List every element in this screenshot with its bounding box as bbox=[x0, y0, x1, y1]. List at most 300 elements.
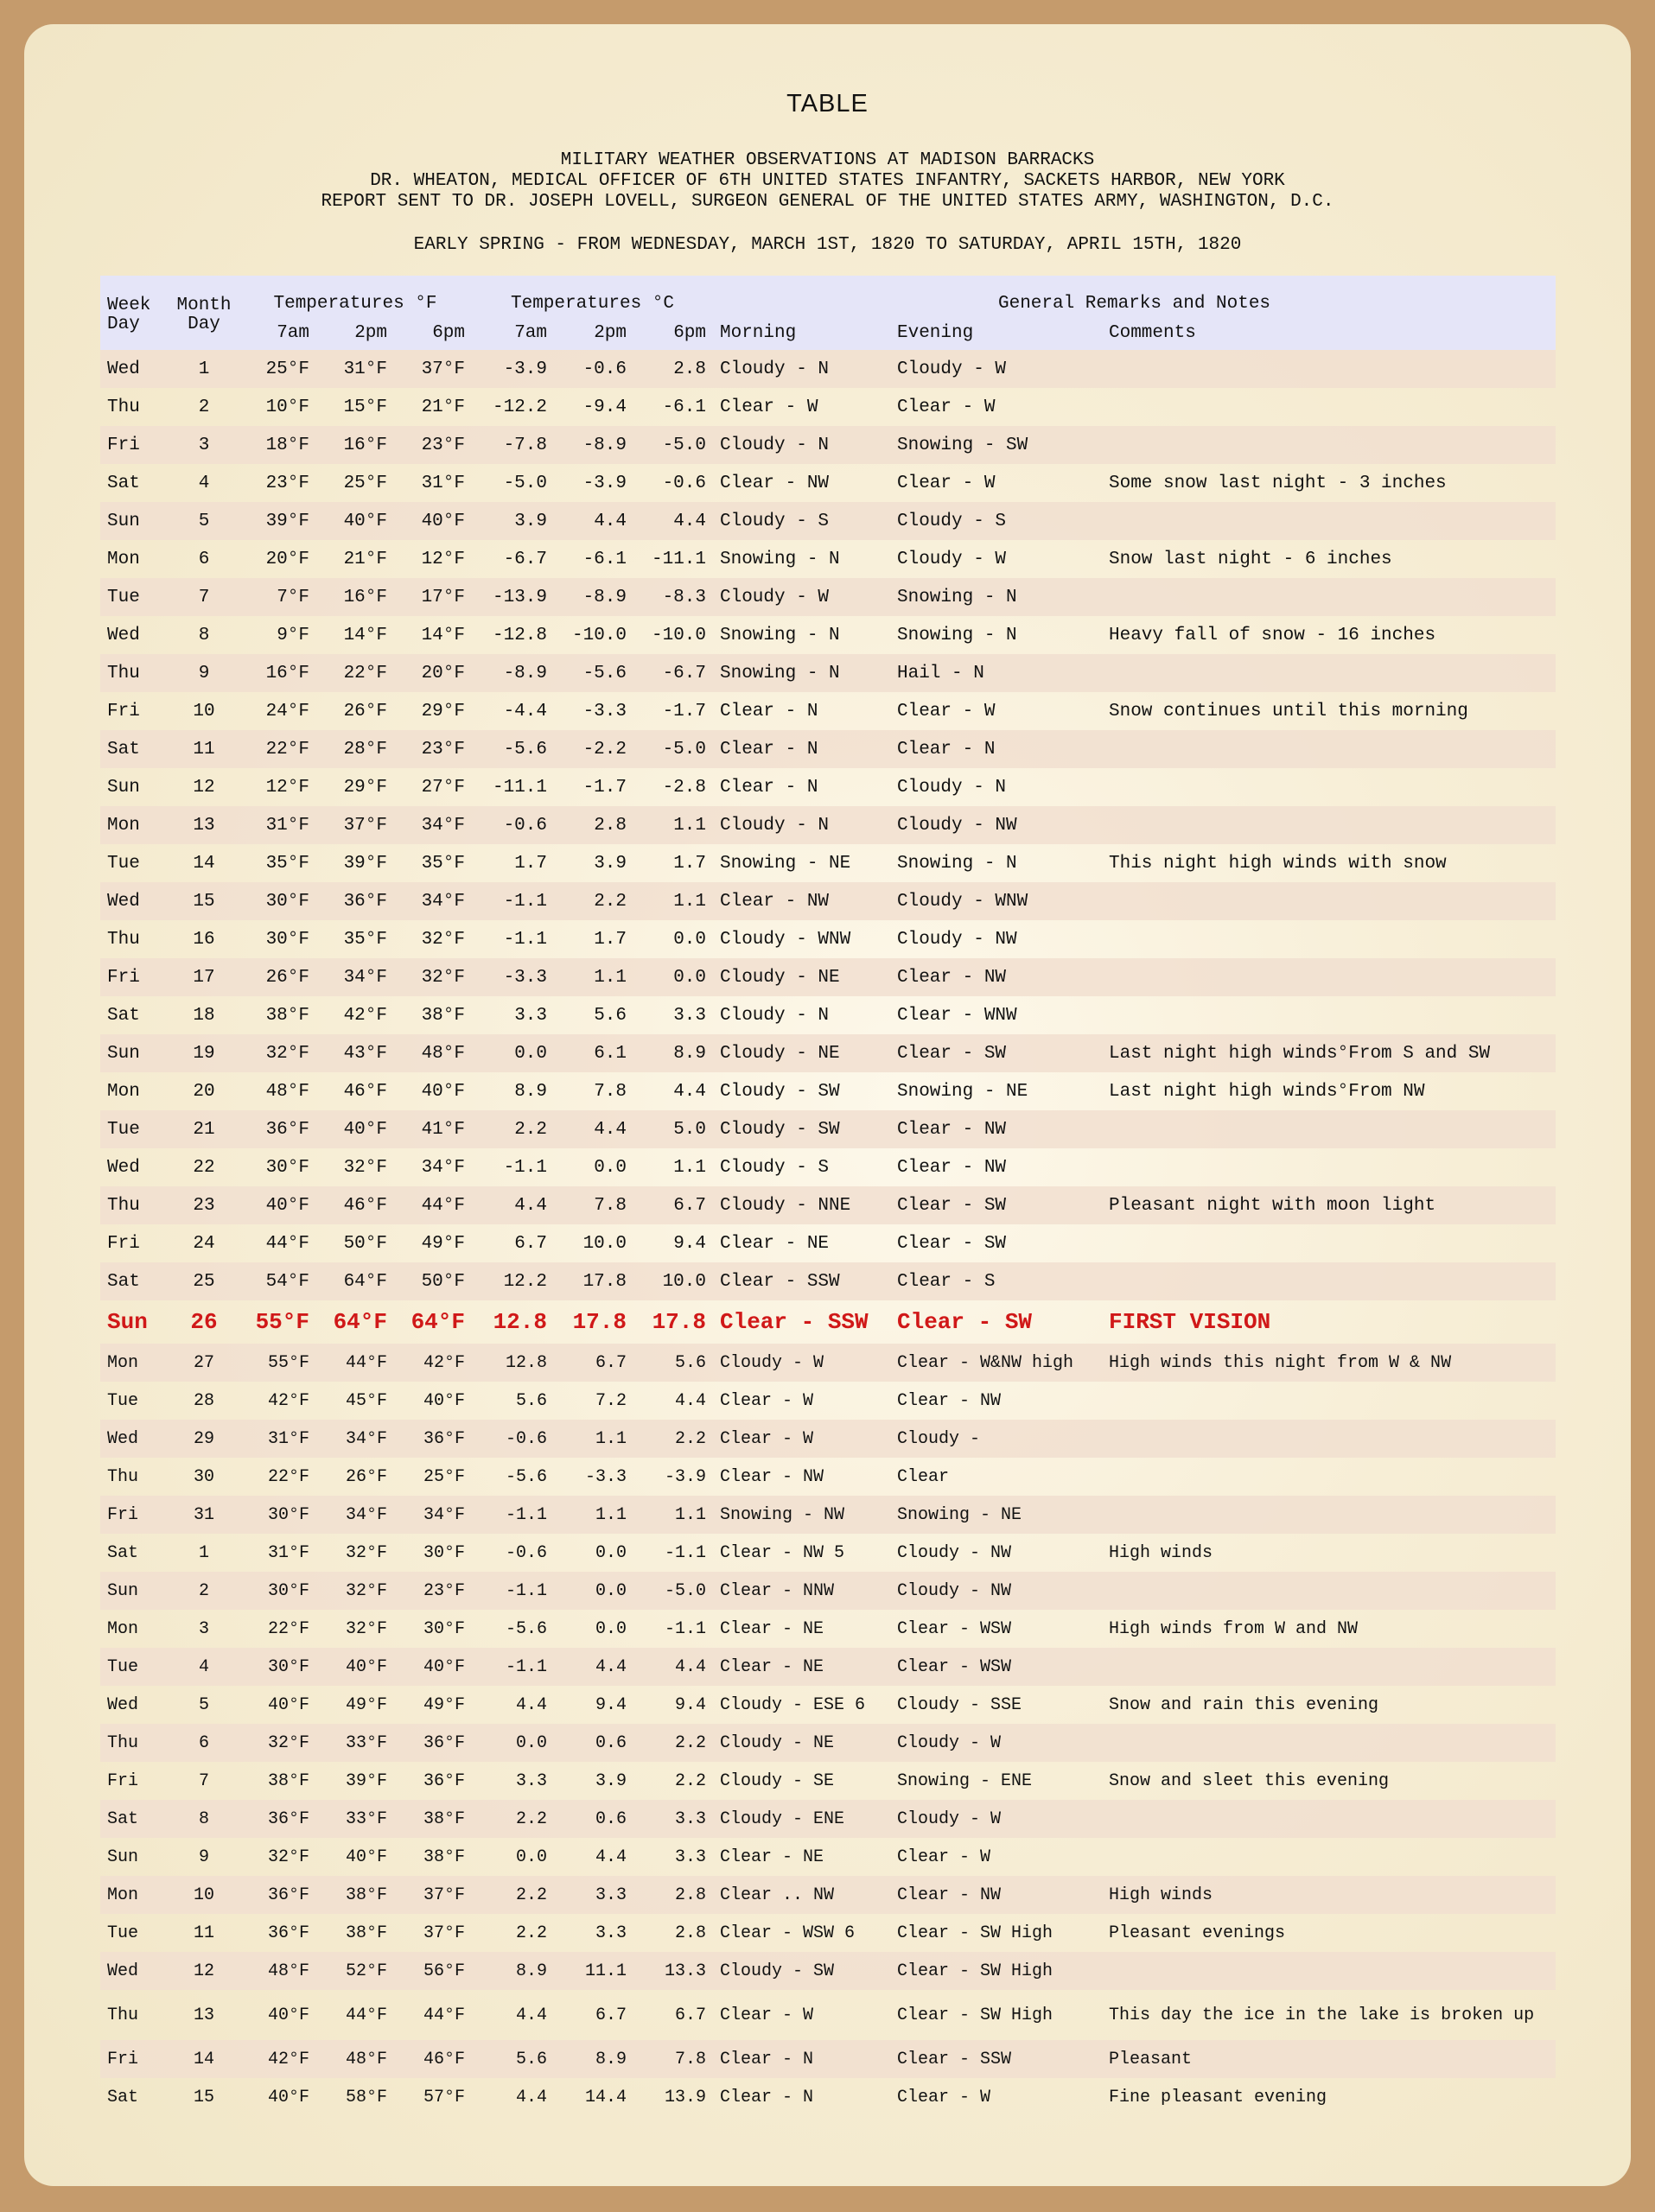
c-2pm-cell: -3.3 bbox=[582, 701, 627, 721]
f-7am-cell: 48°F bbox=[265, 1081, 309, 1102]
c-2pm-cell: 0.0 bbox=[595, 1542, 627, 1563]
evening-cell: Cloudy - W bbox=[897, 1732, 1002, 1753]
c-7am-cell: 3.9 bbox=[514, 511, 547, 531]
f-7am-cell: 32°F bbox=[265, 1043, 309, 1064]
f-2pm-cell: 46°F bbox=[343, 1195, 387, 1216]
f-2pm-cell: 28°F bbox=[343, 739, 387, 760]
morning-cell: Cloudy - WNW bbox=[720, 929, 851, 950]
f-7am-cell: 55°F bbox=[255, 1309, 309, 1335]
c-7am-cell: -11.1 bbox=[492, 777, 547, 798]
week-day-cell: Mon bbox=[107, 1081, 140, 1102]
morning-header: Morning bbox=[720, 322, 797, 343]
f-6pm-cell: 37°F bbox=[423, 1885, 465, 1905]
morning-cell: Cloudy - N bbox=[720, 1005, 830, 1026]
f-7am-cell: 55°F bbox=[267, 1352, 309, 1373]
f-7am-cell: 40°F bbox=[267, 2087, 309, 2107]
month-day-cell: 30 bbox=[193, 1466, 214, 1487]
c-6pm-cell: 2.8 bbox=[673, 359, 706, 379]
c-7am-cell: -6.7 bbox=[503, 549, 547, 569]
c-7am-cell: 2.2 bbox=[514, 1119, 547, 1140]
week-day-cell: Fri bbox=[107, 2049, 139, 2069]
table-row bbox=[100, 958, 1556, 996]
comment-cell bbox=[1102, 1262, 1556, 1300]
month-day-cell: 9 bbox=[198, 1847, 209, 1867]
week-day-cell: Mon bbox=[107, 1352, 139, 1373]
comment-cell bbox=[1102, 1382, 1556, 1420]
month-day-cell: 6 bbox=[198, 1732, 209, 1753]
week-day-cell: Sat bbox=[107, 1808, 139, 1829]
c-7am-cell: 0.0 bbox=[515, 1732, 547, 1753]
c-2pm-cell: -3.9 bbox=[582, 473, 627, 493]
comment-cell: High winds bbox=[1109, 1885, 1213, 1905]
f-2pm-cell: 40°F bbox=[345, 1656, 387, 1677]
table-body bbox=[100, 350, 1556, 2116]
table-row bbox=[100, 996, 1556, 1034]
month-day-cell: 15 bbox=[193, 2087, 214, 2107]
morning-cell: Snowing - N bbox=[720, 549, 840, 569]
month-day-cell: 15 bbox=[193, 891, 215, 912]
f-7am-cell: 40°F bbox=[267, 1694, 309, 1715]
c-2pm-cell: 7.8 bbox=[594, 1195, 627, 1216]
f-6pm-cell: 64°F bbox=[411, 1309, 465, 1335]
month-day-cell: 14 bbox=[193, 853, 215, 874]
f-7am-cell: 54°F bbox=[265, 1271, 309, 1292]
f-2pm-cell: 45°F bbox=[345, 1390, 387, 1411]
comment-cell: Heavy fall of snow - 16 inches bbox=[1109, 625, 1436, 645]
week-day-cell: Thu bbox=[107, 1466, 139, 1487]
morning-cell: Clear - WSW 6 bbox=[720, 1923, 856, 1943]
c-6pm-cell: -0.6 bbox=[662, 473, 706, 493]
evening-cell: Cloudy - W bbox=[897, 549, 1007, 569]
evening-cell: Snowing - NE bbox=[897, 1081, 1028, 1102]
c-6pm-header: 6pm bbox=[673, 322, 706, 343]
week-day-cell: Tue bbox=[107, 853, 140, 874]
f-2pm-cell: 46°F bbox=[343, 1081, 387, 1102]
c-2pm-cell: 0.6 bbox=[595, 1808, 627, 1829]
morning-cell: Cloudy - N bbox=[720, 359, 830, 379]
c-6pm-cell: 10.0 bbox=[662, 1271, 706, 1292]
c-2pm-cell: 17.8 bbox=[572, 1309, 627, 1335]
f-7am-cell: 26°F bbox=[265, 967, 309, 988]
table-row bbox=[100, 578, 1556, 616]
table-row bbox=[100, 2040, 1556, 2078]
morning-cell: Clear - NE bbox=[720, 1847, 824, 1867]
c-6pm-cell: 2.8 bbox=[674, 1923, 706, 1943]
table-row bbox=[100, 350, 1556, 388]
evening-cell: Clear - NW bbox=[897, 1157, 1007, 1178]
week-day-cell: Wed bbox=[107, 359, 140, 379]
week-day-cell: Mon bbox=[107, 815, 140, 836]
evening-cell: Clear - WSW bbox=[897, 1656, 1012, 1677]
f-2pm-cell: 16°F bbox=[343, 435, 387, 455]
f-2pm-cell: 22°F bbox=[343, 663, 387, 683]
week-day-cell: Fri bbox=[107, 701, 140, 721]
f-7am-cell: 39°F bbox=[265, 511, 309, 531]
evening-cell: Clear - SW bbox=[897, 1043, 1007, 1064]
morning-cell: Cloudy - NE bbox=[720, 1043, 840, 1064]
month-day-header-2: Day bbox=[188, 315, 220, 334]
comment-cell bbox=[1102, 1648, 1556, 1686]
c-6pm-cell: 5.6 bbox=[674, 1352, 706, 1373]
table-row bbox=[100, 1914, 1556, 1952]
table-row bbox=[100, 882, 1556, 920]
table-row bbox=[100, 844, 1556, 882]
table-row bbox=[100, 502, 1556, 540]
c-2pm-cell: 1.7 bbox=[594, 929, 627, 950]
f-6pm-cell: 36°F bbox=[423, 1770, 465, 1791]
f-2pm-cell: 15°F bbox=[343, 397, 387, 417]
c-6pm-cell: 7.8 bbox=[674, 2049, 706, 2069]
evening-cell: Clear - SW High bbox=[897, 1923, 1053, 1943]
week-day-cell: Thu bbox=[107, 1732, 139, 1753]
evening-cell: Snowing - ENE bbox=[897, 1770, 1033, 1791]
week-day-cell: Sun bbox=[107, 1580, 139, 1601]
morning-cell: Clear - W bbox=[720, 2005, 814, 2025]
week-day-cell: Sat bbox=[107, 2087, 139, 2107]
c-6pm-cell: 4.4 bbox=[673, 1081, 706, 1102]
f-7am-cell: 42°F bbox=[267, 1390, 309, 1411]
morning-cell: Clear - NNW bbox=[720, 1580, 835, 1601]
c-6pm-cell: 13.9 bbox=[664, 2087, 706, 2107]
c-7am-cell: -1.1 bbox=[505, 1504, 547, 1525]
f-2pm-cell: 40°F bbox=[343, 1119, 387, 1140]
c-2pm-cell: 3.3 bbox=[595, 1885, 627, 1905]
c-7am-cell: 8.9 bbox=[515, 1961, 547, 1981]
c-6pm-cell: 3.3 bbox=[674, 1847, 706, 1867]
c-6pm-cell: -8.3 bbox=[662, 587, 706, 607]
evening-cell: Clear - W bbox=[897, 701, 996, 721]
week-day-cell: Sat bbox=[107, 1005, 140, 1026]
f-6pm-cell: 40°F bbox=[423, 1390, 465, 1411]
c-7am-cell: 12.2 bbox=[503, 1271, 547, 1292]
c-7am-cell: -5.6 bbox=[505, 1466, 547, 1487]
f-6pm-cell: 34°F bbox=[421, 1157, 465, 1178]
comment-cell bbox=[1102, 1838, 1556, 1876]
morning-cell: Cloudy - N bbox=[720, 815, 830, 836]
f-2pm-cell: 38°F bbox=[345, 1885, 387, 1905]
comment-cell: FIRST VISION bbox=[1109, 1308, 1271, 1335]
comment-cell bbox=[1102, 1496, 1556, 1534]
month-day-cell: 14 bbox=[193, 2049, 214, 2069]
evening-cell: Clear - W&NW high bbox=[897, 1352, 1074, 1373]
morning-cell: Clear .. NW bbox=[720, 1885, 835, 1905]
c-2pm-cell: 4.4 bbox=[594, 511, 627, 531]
table-row bbox=[100, 1610, 1556, 1648]
c-7am-cell: -1.1 bbox=[503, 929, 547, 950]
table-row bbox=[100, 464, 1556, 502]
f-7am-cell: 31°F bbox=[267, 1428, 309, 1449]
c-2pm-cell: 11.1 bbox=[584, 1961, 627, 1981]
f-6pm-cell: 38°F bbox=[421, 1005, 465, 1026]
c-2pm-cell: -8.9 bbox=[582, 587, 627, 607]
morning-cell: Snowing - N bbox=[720, 663, 840, 683]
table-row bbox=[100, 1300, 1556, 1344]
c-2pm-cell: 6.1 bbox=[594, 1043, 627, 1064]
month-day-cell: 11 bbox=[193, 739, 215, 760]
c-2pm-cell: 0.6 bbox=[595, 1732, 627, 1753]
c-7am-cell: -5.6 bbox=[503, 739, 547, 760]
f-6pm-cell: 36°F bbox=[423, 1732, 465, 1753]
f-6pm-cell: 34°F bbox=[423, 1504, 465, 1525]
f-2pm-cell: 44°F bbox=[345, 2005, 387, 2025]
evening-cell: Snowing - N bbox=[897, 853, 1017, 874]
evening-cell: Clear - SSW bbox=[897, 2049, 1012, 2069]
comment-cell: Snow last night - 6 inches bbox=[1109, 549, 1392, 569]
morning-cell: Clear - N bbox=[720, 777, 818, 798]
comment-cell bbox=[1102, 920, 1556, 958]
comment-cell bbox=[1102, 768, 1556, 806]
f-7am-cell: 36°F bbox=[267, 1808, 309, 1829]
f-7am-cell: 22°F bbox=[267, 1466, 309, 1487]
comment-cell: This day the ice in the lake is broken up bbox=[1109, 2005, 1535, 2025]
c-6pm-cell: 4.4 bbox=[674, 1390, 706, 1411]
f-6pm-cell: 36°F bbox=[423, 1428, 465, 1449]
table-row bbox=[100, 1686, 1556, 1724]
month-day-cell: 10 bbox=[193, 701, 215, 721]
table-row bbox=[100, 1534, 1556, 1572]
table-header bbox=[100, 276, 1556, 350]
evening-cell: Clear - NW bbox=[897, 1390, 1002, 1411]
month-day-cell: 23 bbox=[193, 1195, 215, 1216]
c-2pm-cell: 3.9 bbox=[594, 853, 627, 874]
month-day-cell: 26 bbox=[190, 1309, 218, 1335]
week-day-cell: Wed bbox=[107, 1694, 139, 1715]
comment-cell bbox=[1102, 882, 1556, 920]
c-6pm-cell: 0.0 bbox=[673, 967, 706, 988]
c-2pm-cell: 5.6 bbox=[594, 1005, 627, 1026]
f-7am-cell: 36°F bbox=[267, 1923, 309, 1943]
comment-cell bbox=[1102, 502, 1556, 540]
c-2pm-header: 2pm bbox=[594, 322, 627, 343]
month-day-cell: 21 bbox=[193, 1119, 215, 1140]
month-day-cell: 3 bbox=[198, 435, 210, 455]
f-6pm-cell: 50°F bbox=[421, 1271, 465, 1292]
c-7am-cell: -5.6 bbox=[505, 1618, 547, 1639]
c-2pm-cell: 6.7 bbox=[595, 1352, 627, 1373]
c-2pm-cell: 1.1 bbox=[595, 1504, 627, 1525]
month-day-cell: 28 bbox=[193, 1390, 214, 1411]
f-2pm-cell: 32°F bbox=[343, 1157, 387, 1178]
month-day-cell: 25 bbox=[193, 1271, 215, 1292]
month-day-cell: 22 bbox=[193, 1157, 215, 1178]
c-6pm-cell: 5.0 bbox=[673, 1119, 706, 1140]
f-7am-cell: 30°F bbox=[265, 929, 309, 950]
c-6pm-cell: -2.8 bbox=[662, 777, 706, 798]
subtitle-line-1: MILITARY WEATHER OBSERVATIONS AT MADISON BARRACKS bbox=[560, 150, 1095, 170]
c-2pm-cell: 4.4 bbox=[594, 1119, 627, 1140]
c-7am-cell: 0.0 bbox=[514, 1043, 547, 1064]
c-6pm-cell: 9.4 bbox=[673, 1233, 706, 1254]
week-day-cell: Tue bbox=[107, 1656, 139, 1677]
comment-cell bbox=[1102, 350, 1556, 388]
month-day-cell: 4 bbox=[198, 473, 210, 493]
c-2pm-cell: -6.1 bbox=[582, 549, 627, 569]
f-6pm-cell: 34°F bbox=[421, 891, 465, 912]
c-7am-cell: -1.1 bbox=[505, 1580, 547, 1601]
c-6pm-cell: 9.4 bbox=[674, 1694, 706, 1715]
comment-cell bbox=[1102, 1458, 1556, 1496]
c-2pm-cell: -1.7 bbox=[582, 777, 627, 798]
c-7am-cell: 0.0 bbox=[515, 1847, 547, 1867]
comment-cell bbox=[1102, 1148, 1556, 1186]
table-row bbox=[100, 654, 1556, 692]
f-2pm-cell: 14°F bbox=[343, 625, 387, 645]
remarks-header: General Remarks and Notes bbox=[997, 294, 1271, 314]
f-2pm-cell: 32°F bbox=[345, 1580, 387, 1601]
morning-cell: Clear - NW bbox=[720, 473, 830, 493]
f-2pm-cell: 35°F bbox=[343, 929, 387, 950]
table-row bbox=[100, 730, 1556, 768]
evening-cell: Clear - NW bbox=[897, 967, 1007, 988]
evening-cell: Clear bbox=[897, 1466, 950, 1487]
week-day-cell: Wed bbox=[107, 1961, 139, 1981]
evening-cell: Cloudy - NW bbox=[897, 929, 1017, 950]
comment-cell: Pleasant evenings bbox=[1109, 1923, 1286, 1943]
c-6pm-cell: 6.7 bbox=[673, 1195, 706, 1216]
month-day-cell: 2 bbox=[198, 397, 210, 417]
evening-cell: Clear - N bbox=[897, 739, 996, 760]
morning-cell: Cloudy - ESE 6 bbox=[720, 1694, 866, 1715]
f-6pm-cell: 29°F bbox=[421, 701, 465, 721]
f-2pm-cell: 38°F bbox=[345, 1923, 387, 1943]
f-2pm-cell: 39°F bbox=[343, 853, 387, 874]
f-6pm-header: 6pm bbox=[432, 322, 465, 343]
c-2pm-cell: 2.8 bbox=[594, 815, 627, 836]
c-7am-cell: 2.2 bbox=[515, 1808, 547, 1829]
month-day-cell: 8 bbox=[198, 625, 210, 645]
c-2pm-cell: 0.0 bbox=[595, 1580, 627, 1601]
c-6pm-cell: 4.4 bbox=[673, 511, 706, 531]
month-day-cell: 7 bbox=[198, 1770, 209, 1791]
c-7am-cell: 12.8 bbox=[493, 1309, 547, 1335]
month-day-cell: 12 bbox=[193, 1961, 214, 1981]
c-7am-cell: 6.7 bbox=[514, 1233, 547, 1254]
f-7am-cell: 9°F bbox=[277, 625, 309, 645]
c-7am-cell: -1.1 bbox=[503, 1157, 547, 1178]
comment-cell bbox=[1102, 654, 1556, 692]
month-day-cell: 1 bbox=[198, 359, 210, 379]
c-2pm-cell: -0.6 bbox=[582, 359, 627, 379]
comment-cell bbox=[1102, 1572, 1556, 1610]
c-2pm-cell: -5.6 bbox=[582, 663, 627, 683]
c-7am-cell: 12.8 bbox=[505, 1352, 547, 1373]
week-day-cell: Fri bbox=[107, 435, 140, 455]
morning-cell: Clear - W bbox=[720, 397, 818, 417]
week-day-cell: Mon bbox=[107, 1885, 139, 1905]
f-2pm-cell: 37°F bbox=[343, 815, 387, 836]
week-day-cell: Fri bbox=[107, 1770, 139, 1791]
f-6pm-cell: 30°F bbox=[423, 1618, 465, 1639]
f-6pm-cell: 44°F bbox=[423, 2005, 465, 2025]
f-6pm-cell: 21°F bbox=[421, 397, 465, 417]
f-6pm-cell: 23°F bbox=[423, 1580, 465, 1601]
month-day-cell: 20 bbox=[193, 1081, 215, 1102]
table-row bbox=[100, 540, 1556, 578]
subtitle-line-3: REPORT SENT TO DR. JOSEPH LOVELL, SURGEON GENERAL OF THE UNITED STATES ARMY, WASHINGTON, D.C. bbox=[321, 192, 1334, 212]
week-day-cell: Thu bbox=[107, 663, 140, 683]
table-row bbox=[100, 1572, 1556, 1610]
c-6pm-cell: 2.8 bbox=[674, 1885, 706, 1905]
table-row bbox=[100, 1990, 1556, 2040]
c-6pm-cell: -6.1 bbox=[662, 397, 706, 417]
f-2pm-cell: 26°F bbox=[345, 1466, 387, 1487]
c-6pm-cell: 8.9 bbox=[673, 1043, 706, 1064]
c-2pm-cell: 7.8 bbox=[594, 1081, 627, 1102]
c-6pm-cell: 3.3 bbox=[673, 1005, 706, 1026]
f-6pm-cell: 41°F bbox=[421, 1119, 465, 1140]
c-7am-cell: 8.9 bbox=[514, 1081, 547, 1102]
c-7am-cell: 4.4 bbox=[514, 1195, 547, 1216]
evening-cell: Clear - NW bbox=[897, 1885, 1002, 1905]
month-day-cell: 1 bbox=[198, 1542, 209, 1563]
c-7am-cell: 2.2 bbox=[515, 1885, 547, 1905]
evening-cell: Clear - W bbox=[897, 397, 996, 417]
f-2pm-cell: 42°F bbox=[343, 1005, 387, 1026]
evening-cell: Cloudy - N bbox=[897, 777, 1007, 798]
f-7am-cell: 31°F bbox=[265, 815, 309, 836]
comment-cell: Last night high winds°From NW bbox=[1109, 1081, 1425, 1102]
f-6pm-cell: 46°F bbox=[423, 2049, 465, 2069]
f-7am-cell: 30°F bbox=[265, 891, 309, 912]
comment-cell: Pleasant bbox=[1109, 2049, 1193, 2069]
f-2pm-cell: 32°F bbox=[345, 1618, 387, 1639]
f-6pm-cell: 25°F bbox=[423, 1466, 465, 1487]
c-2pm-cell: 0.0 bbox=[594, 1157, 627, 1178]
f-7am-cell: 23°F bbox=[265, 473, 309, 493]
c-2pm-cell: -8.9 bbox=[582, 435, 627, 455]
f-6pm-cell: 14°F bbox=[421, 625, 465, 645]
f-2pm-cell: 34°F bbox=[343, 967, 387, 988]
f-6pm-cell: 49°F bbox=[423, 1694, 465, 1715]
month-day-cell: 6 bbox=[198, 549, 210, 569]
f-6pm-cell: 23°F bbox=[421, 739, 465, 760]
f-2pm-cell: 64°F bbox=[343, 1271, 387, 1292]
f-7am-cell: 10°F bbox=[265, 397, 309, 417]
morning-cell: Clear - W bbox=[720, 1390, 814, 1411]
f-7am-cell: 40°F bbox=[265, 1195, 309, 1216]
c-7am-cell: 4.4 bbox=[515, 1694, 547, 1715]
f-6pm-cell: 32°F bbox=[421, 929, 465, 950]
c-2pm-cell: -9.4 bbox=[582, 397, 627, 417]
weather-table bbox=[100, 276, 1556, 2116]
morning-cell: Clear - SSW bbox=[720, 1309, 869, 1335]
month-day-cell: 31 bbox=[193, 1504, 214, 1525]
f-2pm-cell: 16°F bbox=[343, 587, 387, 607]
f-2pm-cell: 34°F bbox=[345, 1428, 387, 1449]
f-2pm-header: 2pm bbox=[354, 322, 387, 343]
f-7am-cell: 40°F bbox=[267, 2005, 309, 2025]
evening-cell: Clear - SW High bbox=[897, 2005, 1053, 2025]
f-2pm-cell: 44°F bbox=[345, 1352, 387, 1373]
table-row bbox=[100, 1110, 1556, 1148]
evening-cell: Clear - WNW bbox=[897, 1005, 1017, 1026]
morning-cell: Cloudy - S bbox=[720, 1157, 830, 1178]
morning-cell: Clear - N bbox=[720, 701, 818, 721]
week-day-cell: Thu bbox=[107, 2005, 139, 2025]
temp-c-header: Temperatures °C bbox=[510, 294, 675, 314]
week-day-cell: Sun bbox=[107, 1847, 139, 1867]
f-6pm-cell: 35°F bbox=[421, 853, 465, 874]
table-row bbox=[100, 1072, 1556, 1110]
month-day-cell: 13 bbox=[193, 815, 215, 836]
f-7am-cell: 32°F bbox=[267, 1732, 309, 1753]
evening-cell: Snowing - NE bbox=[897, 1504, 1022, 1525]
c-6pm-cell: -3.9 bbox=[664, 1466, 706, 1487]
c-2pm-cell: 17.8 bbox=[582, 1271, 627, 1292]
f-6pm-cell: 31°F bbox=[421, 473, 465, 493]
f-6pm-cell: 38°F bbox=[423, 1847, 465, 1867]
evening-cell: Hail - N bbox=[897, 663, 984, 683]
